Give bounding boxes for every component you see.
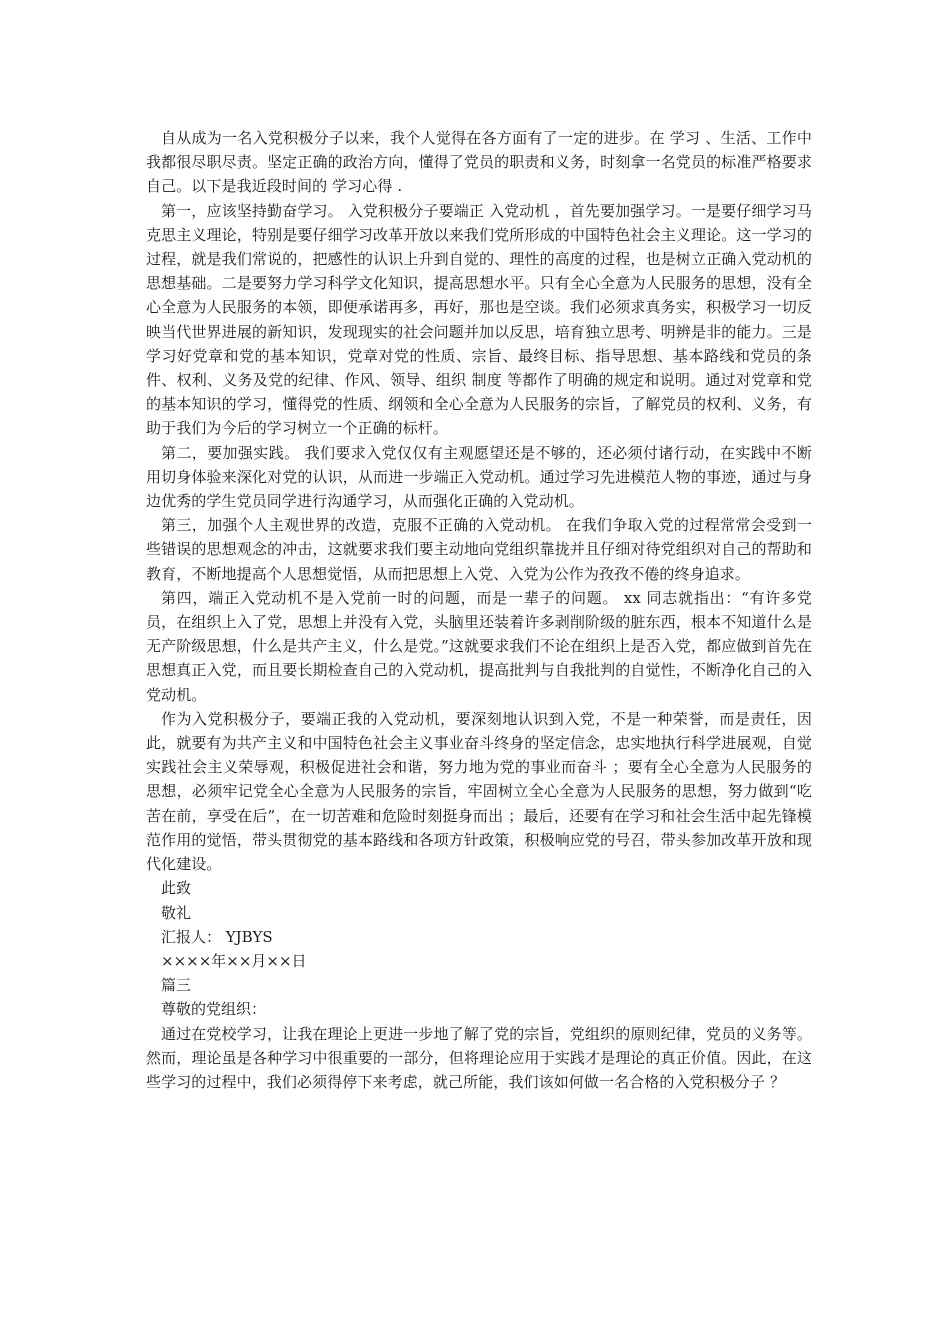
- body-paragraph-intro: 自从成为一名入党积极分子以来，我个人觉得在各方面有了一定的进步。在 学习 、生活、工作中我都很尽职尽责。坚定正确的政治方向，懂得了党员的职责和义务，时刻拿一名党员的标准严格要求自己。以下是我近段时间的 学习心得 .: [146, 129, 812, 196]
- closing-salutation: 此致: [161, 879, 192, 898]
- closing-regards: 敬礼: [161, 903, 192, 922]
- body-paragraph-second-point: 第二，要加强实践。 我们要求入党仅仅有主观愿望还是不够的，还必须付诸行动，在实践中不断用切身体验来深化对党的认识，从而进一步端正入党动机。通过学习先进模范人物的事迹，通过与身边优秀的学生党员同学进行沟通学习，从而强化正确的入党动机。: [146, 443, 812, 511]
- letter-greeting: 尊敬的党组织：: [161, 1000, 267, 1019]
- section-label: 篇三: [161, 976, 192, 995]
- reporter-signature: 汇报人： YJBYS: [161, 927, 273, 946]
- body-paragraph-section-three: 通过在党校学习，让我在理论上更进一步地了解了党的宗旨，党组织的原则纪律，党员的义务等。然而，理论虽是各种学习中很重要的一部分，但将理论应用于实践才是理论的真正价值。因此，在这些学习的过程中，我们必须得停下来考虑，就己所能，我们该如何做一名合格的入党积极分子 ？: [146, 1024, 812, 1091]
- report-date: ××××年××月××日: [161, 951, 307, 970]
- body-paragraph-third-point: 第三，加强个人主观世界的改造，克服不正确的入党动机。 在我们争取入党的过程常常会受到一些错误的思想观念的冲击，这就要求我们要主动地向党组织靠拢并且仔细对待党组织对自己的帮助和教育，不断地提高个人思想觉悟，从而把思想上入党、入党为公作为孜孜不倦的终身追求。: [146, 516, 812, 583]
- body-paragraph-fourth-point: 第四，端正入党动机不是入党前一时的问题，而是一辈子的问题。 xx 同志就指出：“有许多党员，在组织上入了党，思想上并没有入党，头脑里还装着许多剥削阶级的脏东西，根本不知道什么是无产阶级思想，什么是共产主义，什么是党。”这就要求我们不论在组织上是否入党，都应做到首先在思想真正入党，而且要长期检查自己的入党动机，提高批判与自我批判的自觉性，不断净化自己的入党动机。: [146, 588, 812, 704]
- body-paragraph-first-point: 第一，应该坚持勤奋学习。 入党积极分子要端正 入党动机 ，首先要加强学习。一是要仔细学习马克思主义理论，特别是要仔细学习改革开放以来我们党所形成的中国特色社会主义理论。这一学习的过程，就是我们常说的，把感性的认识上升到自觉的、理性的高度的过程，也是树立正确入党动机的思想基础。二是要努力学习科学文化知识，提高思想水平。只有全心全意为人民服务的思想，没有全心全意为人民服务的本领，即便承诺再多，再好，那也是空谈。我们必须求真务实，积极学习一切反映当代世界进展的新知识，发现现实的社会问题并加以反思，培育独立思考、明辨是非的能力。三是学习好党章和党的基本知识，党章对党的性质、宗旨、最终目标、指导思想、基本路线和党员的条件、权利、义务及党的纪律、作风、领导、组织 制度 等都作了明确的规定和说明。通过对党章和党的基本知识的学习，懂得党的性质、纲领和全心全意为人民服务的宗旨，了解党员的权利、义务，有助于我们为今后的学习树立一个正确的标杆。: [146, 201, 812, 438]
- document-page: [146, 126, 812, 1094]
- body-paragraph-conclusion: 作为入党积极分子，要端正我的入党动机，要深刻地认识到入党，不是一种荣誉，而是责任，因此，就要有为共产主义和中国特色社会主义事业奋斗终身的坚定信念，忠实地执行科学进展观，自觉实践社会主义荣辱观，积极促进社会和谐，努力地为党的事业而奋斗 ；要有全心全意为人民服务的思想，必须牢记党全心全意为人民服务的宗旨，牢固树立全心全意为人民服务的思想，努力做到“吃苦在前，享受在后”，在一切苦难和危险时刻挺身而出 ；最后，还要有在学习和社会生活中起先锋模范作用的觉悟，带头贯彻党的基本路线和各项方针政策，积极响应党的号召，带头参加改革开放和现代化建设。: [146, 709, 812, 874]
